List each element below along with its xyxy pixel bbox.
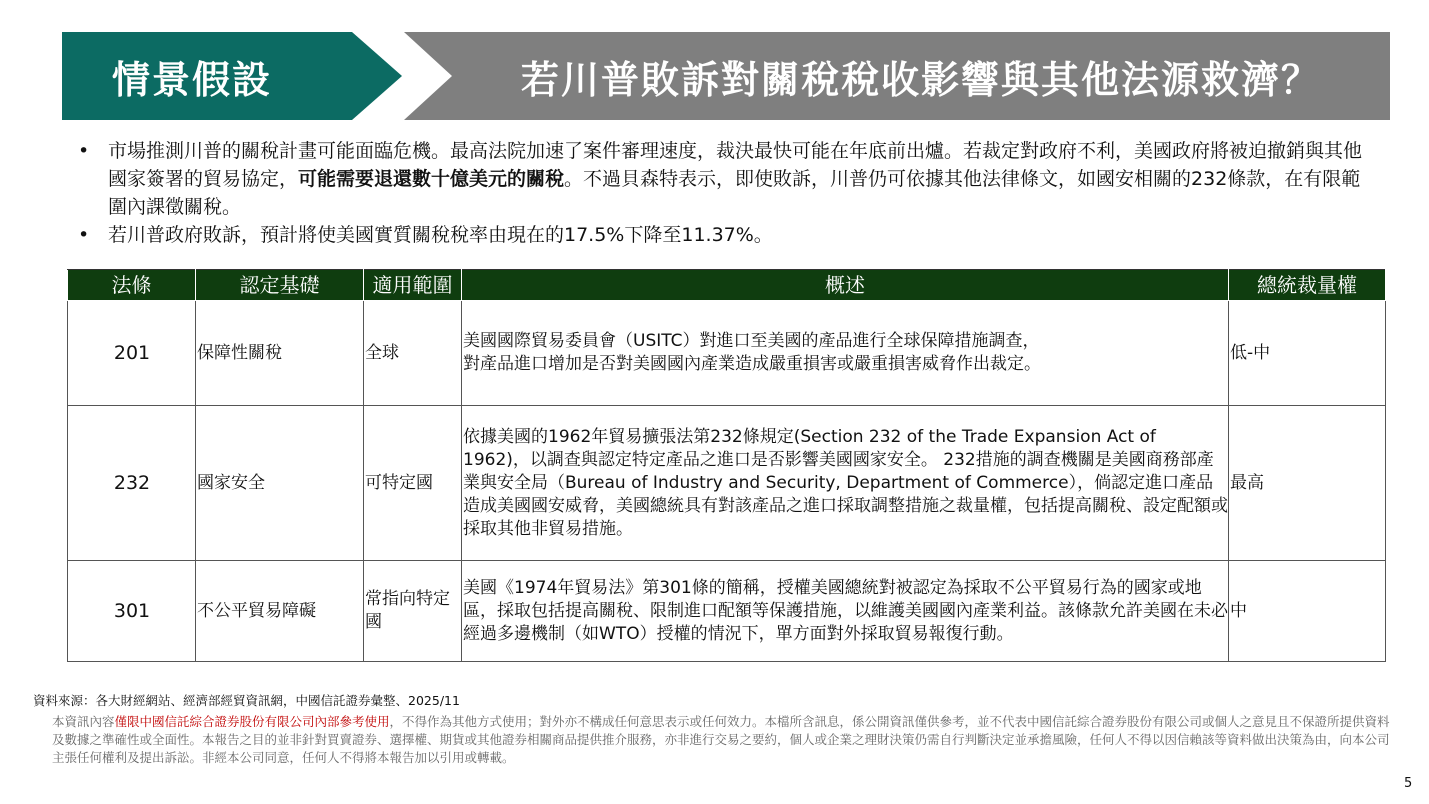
bullet-text: 若川普政府敗訴，預計將使美國實質關稅稅率由現在的17.5%下降至11.37%。 bbox=[108, 224, 773, 246]
header-summary: 概述 bbox=[462, 270, 1229, 301]
cell-law: 232 bbox=[68, 406, 196, 561]
header-basis: 認定基礎 bbox=[196, 270, 364, 301]
cell-law: 301 bbox=[68, 561, 196, 662]
header-scope: 適用範圍 bbox=[364, 270, 462, 301]
cell-scope: 全球 bbox=[364, 301, 462, 406]
cell-basis: 國家安全 bbox=[196, 406, 364, 561]
disclaimer-highlight: 僅限中國信託綜合證券股份有限公司內部參考使用 bbox=[114, 714, 390, 729]
page-title: 若川普敗訴對關稅稅收影響與其他法源救濟？ bbox=[520, 57, 1321, 102]
bullet-dot: • bbox=[78, 140, 90, 162]
table-header-row bbox=[68, 270, 1386, 301]
bullet-item bbox=[78, 221, 1378, 249]
bullet-dot: • bbox=[78, 224, 90, 246]
header-discretion: 總統裁量權 bbox=[1229, 270, 1386, 301]
cell-summary: 依據美國的1962年貿易擴張法第232條規定(Section 232 of the Trade Expansion Act of 1962)，以調查與認定特定產品之進口是否影響美國國家安全。 232措施的調查機關是美國商務部產業與安全局（Bureau of Industry and Security, Department of Commerce），倘認定進口產品造成美國國安威脅，美國總統具有對該產品之進口採取調整措施之裁量權，包括提高關稅、設定配額或採取其他非貿易措施。 bbox=[462, 406, 1229, 561]
cell-summary: 美國《1974年貿易法》第301條的簡稱，授權美國總統對被認定為採取不公平貿易行為的國家或地區，採取包括提高關稅、限制進口配額等保護措施，以維護美國國內產業利益。該條款允許美國在未必經過多邊機制（如WTO）授權的情況下，單方面對外採取貿易報復行動。 bbox=[462, 561, 1229, 662]
bullet-item bbox=[78, 137, 1378, 221]
table-row bbox=[68, 406, 1386, 561]
page-number: 5 bbox=[1404, 776, 1413, 791]
table-row bbox=[68, 301, 1386, 406]
title-banner bbox=[0, 0, 1429, 130]
cell-discretion: 最高 bbox=[1229, 406, 1386, 561]
disclaimer: 本資訊內容僅限中國信託綜合證券股份有限公司內部參考使用，不得作為其他方式使用；對外亦不構成任何意思表示或任何效力。本檔所含訊息，係公開資訊僅供參考，並不代表中國信託綜合證券股份有限公司或個人之意見且不保證所提供資料及數據之準確性或全面性。本報告之目的並非針對買賣證券、選擇權、期貨或其他證券相關商品提供推介服務，亦非進行交易之要約，個人或企業之理財決策仍需自行判斷決定並承擔風險，任何人不得以因信賴該等資料做出決策為由，向本公司主張任何權利及提出訴訟。非經本公司同意，任何人不得將本報告加以引用或轉載。 bbox=[52, 714, 1390, 765]
table-row bbox=[68, 561, 1386, 662]
cell-scope: 常指向特定國 bbox=[364, 561, 462, 662]
banner-tag: 情景假設 bbox=[111, 57, 272, 102]
cell-discretion: 低-中 bbox=[1229, 301, 1386, 406]
bullet-list bbox=[78, 137, 1378, 249]
law-table bbox=[67, 269, 1386, 662]
source-note: 資料來源：各大財經網站、經濟部經貿資訊網，中國信託證券彙整、2025/11 bbox=[33, 693, 460, 708]
cell-basis: 不公平貿易障礙 bbox=[196, 561, 364, 662]
bullet-text: 市場推測川普的關稅計畫可能面臨危機。最高法院加速了案件審理速度，裁決最快可能在年底前出爐。若裁定對政府不利，美國政府將被迫撤銷與其他國家簽署的貿易協定，可能需要退還數十億美元的關稅。不過貝森特表示，即使敗訴，川普仍可依據其他法律條文，如國安相關的232條款，在有限範圍內課徵關稅。 bbox=[108, 140, 1363, 218]
cell-summary: 美國國際貿易委員會（USITC）對進口至美國的產品進行全球保障措施調查， 對產品進口增加是否對美國國內產業造成嚴重損害或嚴重損害威脅作出裁定。 bbox=[462, 301, 1229, 406]
header-law: 法條 bbox=[68, 270, 196, 301]
cell-discretion: 中 bbox=[1229, 561, 1386, 662]
cell-basis: 保障性關稅 bbox=[196, 301, 364, 406]
cell-law: 201 bbox=[68, 301, 196, 406]
cell-scope: 可特定國 bbox=[364, 406, 462, 561]
